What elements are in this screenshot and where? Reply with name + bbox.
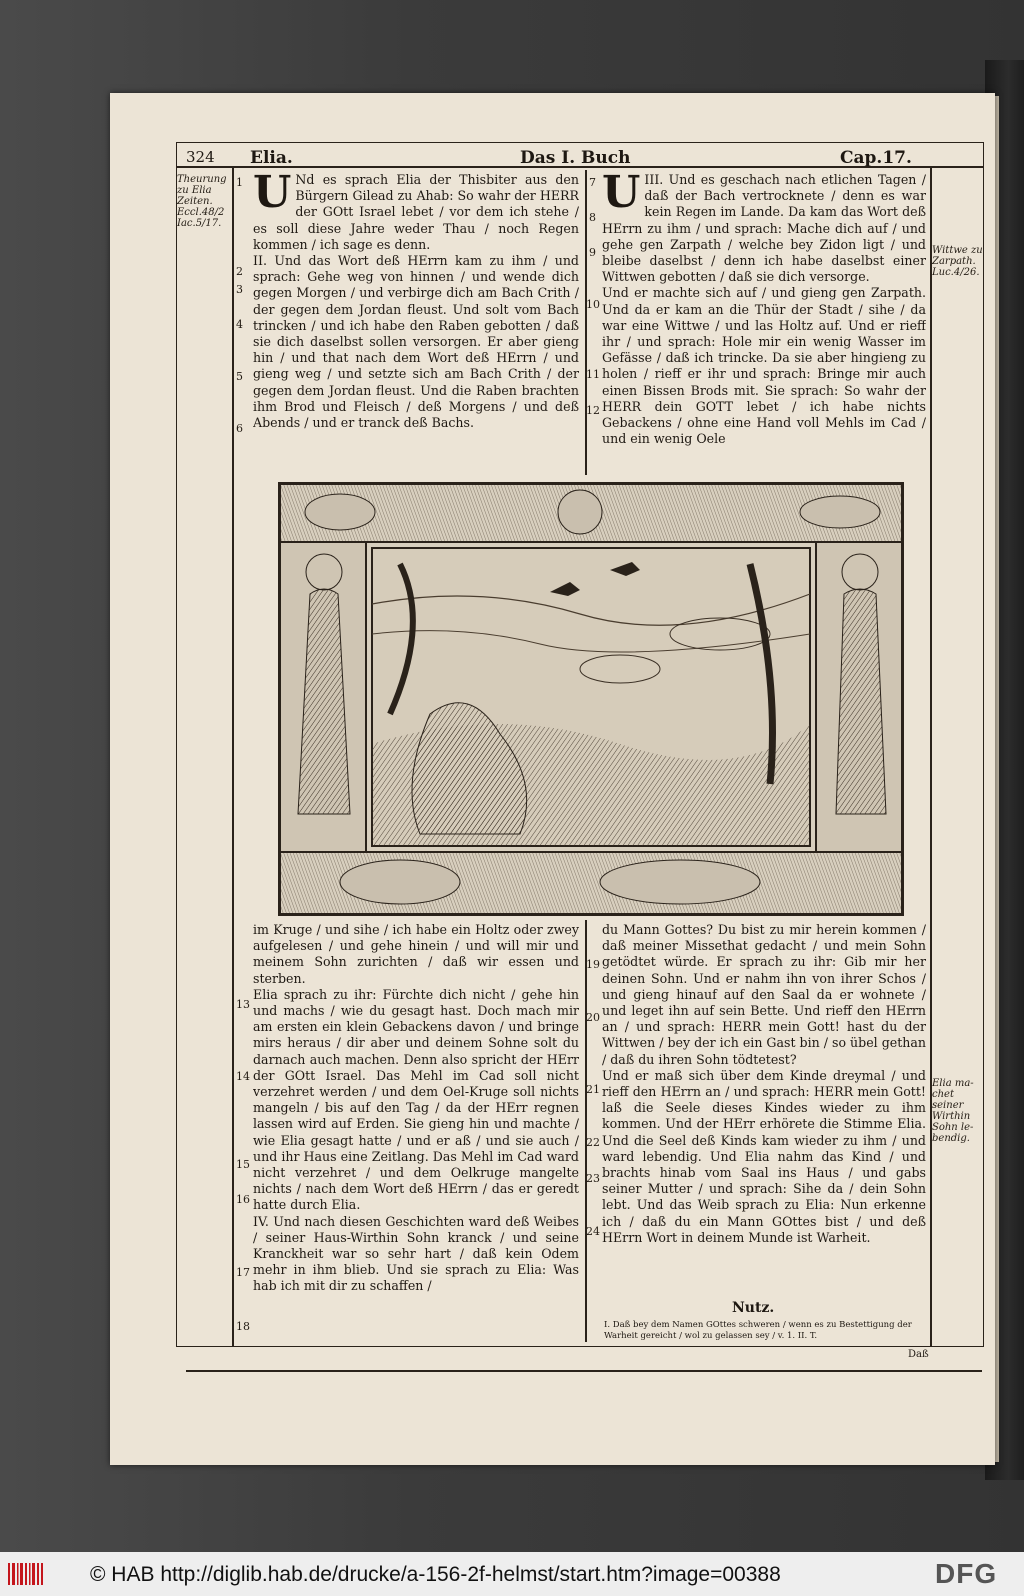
top-column-divider [585, 170, 587, 475]
verse-number: 18 [236, 1320, 250, 1333]
verse-number: 8 [589, 211, 596, 224]
running-head-left: Elia. [250, 148, 293, 168]
margin-note-line: Theurung [177, 174, 227, 185]
paragraph: Und er machte sich auf / und gieng gen Zarpath. Und da er kam an die Thür der Stadt / sihe / da war eine Wittwe / und las Holtz auf. Und er rieff ihr / und sprach: Hole mir ein wenig Wasser im Gefässe / daß ich trincke. Da sie aber hingieng zu holen / rieff er ihr und sprach: Bringe mir auch einen Bissen Brods mit. Sie sprach: So wahr der HERR dein GOTT lebet / ich habe nichts Gebackens / ohne eine Hand voll Mehls im Cad / und ein wenig Oele [602, 285, 926, 447]
margin-note-line: chet seiner [932, 1089, 964, 1111]
verse-number: 21 [586, 1083, 600, 1096]
verse-number: 6 [236, 422, 243, 435]
verse-number: 14 [236, 1070, 250, 1083]
paragraph: du Mann Gottes? Du bist zu mir herein kommen / daß meiner Missethat gedacht / und mein Sohn getödtet würde. Er sprach zu ihr: Gib mir her deinen Sohn. Und er nahm ihn von ihrer Schos / und gieng hinauf auf den Saal da er wohnete / und leget ihn auf sein Bette. Und rieff den HErrn an / und sprach: HERR mein Gott! hast du der Wittwen / bey der ich ein Gast bin / so übel gethan / daß du ihren Sohn tödtetest? [602, 922, 926, 1067]
dropcap: U [253, 172, 292, 218]
margin-note-line: zu Elia [177, 185, 212, 196]
woodcut-illustration [278, 482, 904, 916]
dfg-logo: DFG [935, 1558, 998, 1589]
paragraph: III. Und es geschach nach etlichen Tagen / daß der Bach vertrocknete / denn es war kein Regen im Lande. Da kam das Wort deß HErrn zu ihm / und sprach: Mache dich auf / und gehe gen Zarpath / welche bey Zidon ligt / und bleibe daselbst / denn ich habe daselbst einer Wittwen gebotten / daß sie dich versorge. [602, 172, 926, 285]
verse-number: 2 [236, 265, 243, 278]
footer-link[interactable]: © HAB http://diglib.hab.de/drucke/a-156-2f-helmst/start.htm?image=00388 [90, 1563, 781, 1586]
bottom-rule [186, 1370, 982, 1372]
margin-note-line: Luc.4/26. [932, 267, 980, 278]
page-number: 324 [186, 148, 215, 166]
running-head-right: Cap.17. [840, 148, 912, 168]
running-head-center: Das I. Buch [520, 148, 631, 168]
verse-number: 15 [236, 1158, 250, 1171]
paragraph: II. Und das Wort deß HErrn kam zu ihm / und sprach: Gehe weg von hinnen / und wende dich gegen Morgen / und verbirge dich am Bach Crith / der gegen dem Jordan fleust. Und solt vom Bach trincken / und ich habe den Raben gebotten / daß sie dich daselbst sollen versorgen. Er aber gieng hin / und that nach dem Wort deß HErrn / und gieng weg / und setzte sich am Bach Crith / der gegen dem Jordan fleust. Und die Raben brachten ihm Brod und Fleisch / deß Morgens / und deß Abends / und er tranck deß Bachs. [253, 253, 579, 431]
margin-note-line: bendig. [932, 1133, 970, 1144]
woodcut-image [280, 484, 902, 914]
text-column-bottom-right [602, 922, 926, 1307]
verse-number: 19 [586, 958, 600, 971]
margin-note-left-top [177, 174, 231, 229]
verse-number: 13 [236, 998, 250, 1011]
margin-note-line: Eccl.48/2 [177, 207, 225, 218]
catchword: Daß [908, 1349, 929, 1360]
right-margin-rule [930, 166, 932, 1346]
nutz-text: I. Daß bey dem Namen GOttes schweren / wenn es zu Bestettigung der Warheit gereicht / wol zu gelassen sey / v. 1. II. T. [604, 1320, 912, 1341]
paragraph: Elia sprach zu ihr: Fürchte dich nicht / gehe hin und machs / wie du gesagt hast. Doch mach mir am ersten ein klein Gebackens davon / und bringe mirs heraus / dir aber und deinem Sohne solt du darnach auch machen. Denn also spricht der HErr der GOtt Israel. Das Mehl im Cad soll nicht verzehret werden / und dem Oel-Kruge soll nichts mangeln / bis auf den Tag / da der HErr regnen lassen wird auf Erden. Sie gieng hin und machte / wie Elia gesagt hatte / und er aß / und sie auch / und ihr Haus eine Zeitlang. Das Mehl im Cad ward nicht verzehret / und dem Oelkruge mangelte nichts / nach dem Wort deß HErrn / das er geredt hatte durch Elia. [253, 986, 579, 1213]
margin-note-right-lower [932, 1078, 984, 1144]
left-margin-rule [232, 166, 234, 1346]
paragraph: IV. Und nach diesen Geschichten ward deß Weibes / seiner Haus-Wirthin Sohn kranck / und seine Kranckheit war so sehr hart / daß kein Odem mehr in ihm blieb. Und sie sprach zu Elia: Was hab ich mit dir zu schaffen / [253, 1213, 579, 1294]
paragraph: im Kruge / und sihe / ich habe ein Holtz oder zwey aufgelesen / und gehe hinein / und will mir und meinem Sohn zurichten / daß wir essen und sterben. [253, 922, 579, 986]
margin-note-line: Zarpath. [932, 256, 976, 267]
verse-number: 10 [586, 298, 600, 311]
verse-number: 1 [236, 176, 243, 189]
nutz-heading: Nutz. [732, 1300, 775, 1316]
verse-number: 22 [586, 1136, 600, 1149]
dropcap: U [602, 172, 641, 218]
verse-number: 7 [589, 176, 596, 189]
verse-number: 24 [586, 1225, 600, 1238]
margin-note-line: Wirthin [932, 1111, 971, 1122]
margin-note-line: Zeiten. [177, 196, 213, 207]
paragraph: Und er maß sich über dem Kinde dreymal / und rieff den HErrn an / und sprach: HERR mein Gott! laß die Seele dieses Kindes wieder zu ihm kommen. Und der HErr erhörete die Stimme Elia. Und die Seel deß Kinds kam wieder zu ihm / und ward lebendig. Und Elia nahm das Kind / und brachts hinab vom Saal ins Haus / und gabs seiner Mutter / und sprach: Sihe da / dein Sohn lebt. Und das Weib sprach zu Elia: Nun erkenne ich / daß du ein Mann GOttes bist / und deß HErrn Wort in deinem Munde ist Warheit. [602, 1067, 926, 1245]
margin-note-line: Sohn le- [932, 1122, 974, 1133]
margin-note-line: Elia ma- [932, 1078, 974, 1089]
margin-note-right-top [932, 245, 984, 278]
verse-number: 11 [586, 368, 600, 381]
verse-number: 23 [586, 1172, 600, 1185]
text-column-top-left [253, 172, 579, 477]
bottom-column-divider [585, 920, 587, 1342]
verse-number: 4 [236, 318, 243, 331]
text-column-bottom-left [253, 922, 579, 1342]
barcode-logo-icon [6, 1559, 46, 1589]
paragraph: Nd es sprach Elia der Thisbiter aus den Bürgern Gilead zu Ahab: So wahr der HERR der GOtt Israel lebet / vor dem ich stehe / es soll diese Jahre weder Thau / noch Regen kommen / ich sage es denn. [253, 172, 579, 252]
margin-note-line: Wittwe zu [932, 245, 983, 256]
text-column-top-right [602, 172, 926, 477]
verse-number: 9 [589, 246, 596, 259]
verse-number: 17 [236, 1266, 250, 1279]
verse-number: 16 [236, 1193, 250, 1206]
margin-note-line: Iac.5/17. [177, 218, 222, 229]
verse-number: 12 [586, 404, 600, 417]
verse-number: 5 [236, 370, 243, 383]
verse-number: 20 [586, 1011, 600, 1024]
verse-number: 3 [236, 283, 243, 296]
